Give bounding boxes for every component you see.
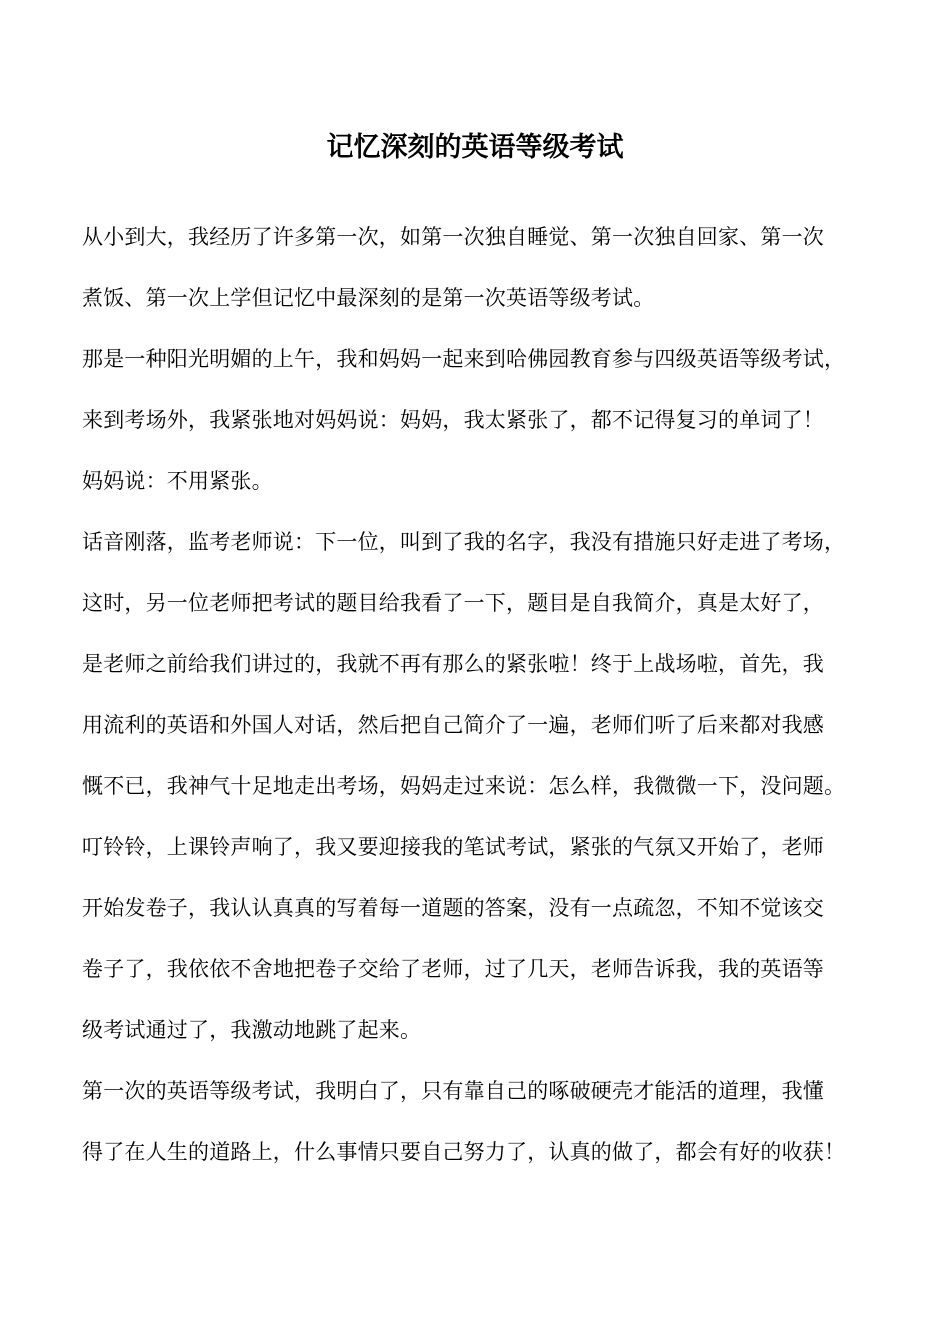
text-line: 话音刚落，监考老师说：下一位，叫到了我的名字，我没有措施只好走进了考场， xyxy=(82,530,846,554)
text-line: 级考试通过了，我激动地跳了起来。 xyxy=(82,1018,422,1042)
document-title: 记忆深刻的英语等级考试 xyxy=(326,132,624,163)
text-line: 叮铃铃，上课铃声响了，我又要迎接我的笔试考试，紧张的气氛又开始了，老师 xyxy=(82,835,824,859)
document-body xyxy=(82,212,882,1188)
text-line: 第一次的英语等级考试，我明白了，只有靠自己的啄破硬壳才能活的道理，我懂 xyxy=(82,1079,824,1103)
text-line: 开始发卷子，我认认真真的写着每一道题的答案，没有一点疏忽，不知不觉该交 xyxy=(82,896,824,920)
text-line: 煮饭、第一次上学但记忆中最深刻的是第一次英语等级考试。 xyxy=(82,286,655,310)
text-line: 那是一种阳光明媚的上午，我和妈妈一起来到哈佛园教育参与四级英语等级考试， xyxy=(82,347,846,371)
text-line: 得了在人生的道路上，什么事情只要自己努力了，认真的做了，都会有好的收获！ xyxy=(82,1140,846,1164)
text-line: 来到考场外，我紧张地对妈妈说：妈妈，我太紧张了，都不记得复习的单词了！ xyxy=(82,408,824,432)
text-line: 是老师之前给我们讲过的，我就不再有那么的紧张啦！终于上战场啦，首先，我 xyxy=(82,652,824,676)
text-line: 这时，另一位老师把考试的题目给我看了一下，题目是自我简介，真是太好了， xyxy=(82,591,824,615)
text-line: 慨不已，我神气十足地走出考场，妈妈走过来说：怎么样，我微微一下，没问题。 xyxy=(82,774,846,798)
text-line: 从小到大，我经历了许多第一次，如第一次独自睡觉、第一次独自回家、第一次 xyxy=(82,225,824,249)
text-line: 卷子了，我依依不舍地把卷子交给了老师，过了几天，老师告诉我，我的英语等 xyxy=(82,957,824,981)
text-line: 用流利的英语和外国人对话，然后把自己简介了一遍，老师们听了后来都对我感 xyxy=(82,713,824,737)
text-line: 妈妈说：不用紧张。 xyxy=(82,469,273,493)
